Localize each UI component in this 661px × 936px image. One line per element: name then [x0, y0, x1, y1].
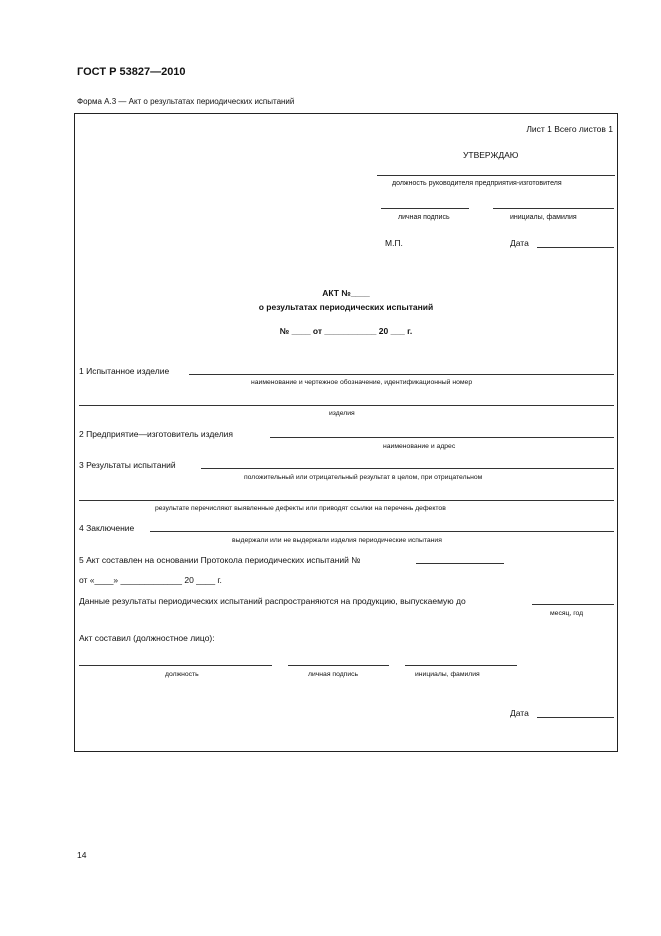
item2-label: 2 Предприятие—изготовитель изделия: [79, 429, 234, 439]
act-number-date: № ____ от ___________ 20 ___ г.: [279, 326, 413, 336]
spread-line: [532, 604, 614, 605]
item2-caption: наименование и адрес: [383, 443, 456, 450]
stamp-label: М.П.: [385, 238, 403, 248]
item1-line: [189, 374, 614, 375]
document-id: ГОСТ Р 53827—2010: [77, 66, 186, 78]
compiler-signature-line: [288, 665, 389, 666]
form-caption: Форма А.3 — Акт о результатах периодических испытаний: [77, 97, 295, 106]
item5-line: [416, 563, 504, 564]
sheet-info: Лист 1 Всего листов 1: [526, 124, 613, 134]
item3-caption: положительный или отрицательный результат в целом, при отрицательном: [244, 474, 483, 481]
page-number: 14: [77, 850, 87, 860]
approval-title: УТВЕРЖДАЮ: [463, 150, 519, 160]
item1-label: 1 Испытанное изделие: [79, 366, 170, 376]
item4-caption: выдержали или не выдержали изделия периодические испытания: [232, 537, 442, 544]
item3-label: 3 Результаты испытаний: [79, 460, 176, 470]
position-caption: должность руководителя предприятия-изготовителя: [392, 180, 562, 187]
approval-date-label: Дата: [510, 238, 529, 248]
compiler-date-label: Дата: [510, 708, 529, 718]
form-frame: [74, 113, 618, 752]
act-subtitle: о результатах периодических испытаний: [258, 302, 434, 312]
compiler-name-line: [405, 665, 517, 666]
compiler-position-caption: должность: [165, 671, 199, 678]
signature-caption: личная подпись: [398, 214, 450, 221]
signature-line: [381, 208, 469, 209]
item3-line: [201, 468, 614, 469]
compiler-name-caption: инициалы, фамилия: [415, 671, 480, 678]
compiler-position-line: [79, 665, 272, 666]
act-title: АКТ №____: [322, 288, 370, 298]
item4-line: [150, 531, 614, 532]
item1-caption2: изделия: [329, 410, 355, 417]
compiler-signature-caption: личная подпись: [308, 671, 359, 678]
item5-label: 5 Акт составлен на основании Протокола периодических испытаний №: [79, 555, 361, 565]
item1-line2: [79, 405, 614, 406]
position-line: [377, 175, 615, 176]
item4-label: 4 Заключение: [79, 523, 135, 533]
compiler-label: Акт составил (должностное лицо):: [79, 633, 215, 643]
name-line: [493, 208, 614, 209]
item3-line2: [79, 500, 614, 501]
compiler-date-line: [537, 717, 614, 718]
item5-date: от «____» _____________ 20 ____ г.: [79, 575, 222, 585]
approval-date-line: [537, 247, 614, 248]
item3-caption2: результате перечисляют выявленные дефекты или приводят ссылки на перечень дефектов: [155, 505, 446, 512]
name-caption: инициалы, фамилия: [510, 214, 577, 221]
item2-line: [270, 437, 614, 438]
item1-caption: наименование и чертежное обозначение, идентификационный номер: [251, 379, 473, 386]
spread-text: Данные результаты периодических испытаний распространяются на продукцию, выпускаемую до: [79, 596, 466, 606]
spread-caption: месяц, год: [550, 610, 584, 617]
